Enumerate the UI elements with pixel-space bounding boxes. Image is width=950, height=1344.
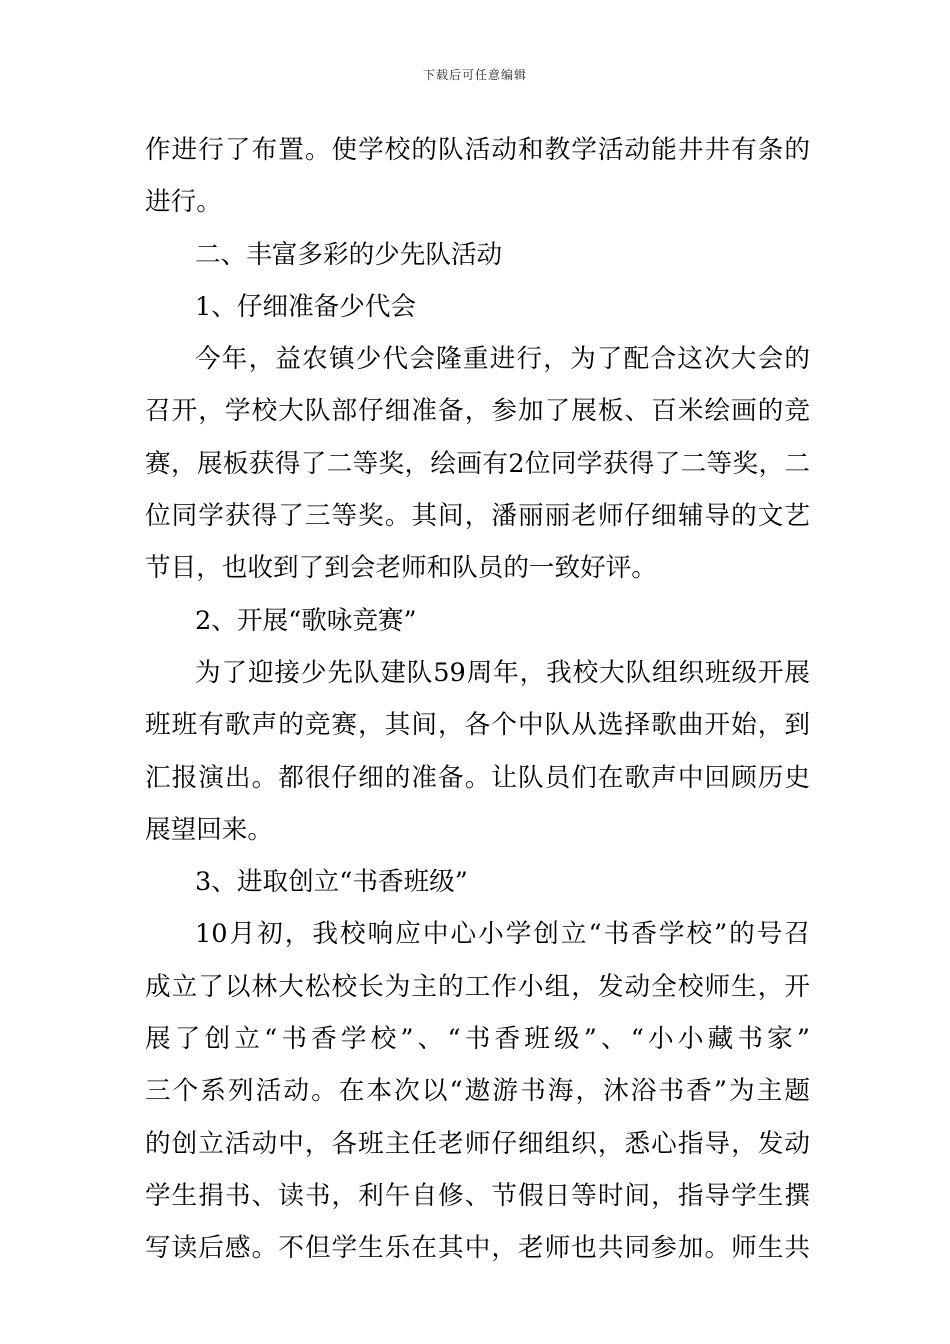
section-heading: 二、丰富多彩的少先队活动 — [195, 239, 503, 270]
page-header-note: 下载后可任意编辑 — [422, 68, 527, 82]
paragraph-line: 三个系列活动。在本次以“遨游书海，沐浴书香”为主题 — [145, 1076, 810, 1107]
paragraph-line: 展了创立“书香学校”、“书香班级”、“小小藏书家” — [145, 1024, 810, 1055]
paragraph-line: 写读后感。不但学生乐在其中，老师也共同参加。师生共 — [145, 1233, 810, 1264]
paragraph-line: 今年，益农镇少代会隆重进行，为了配合这次大会的 — [195, 344, 810, 375]
subsection-heading: 1、仔细准备少代会 — [195, 291, 417, 322]
paragraph-line: 学生捐书、读书，利午自修、节假日等时间，指导学生撰 — [145, 1180, 810, 1211]
paragraph-line: 赛，展板获得了二等奖，绘画有2位同学获得了二等奖，二 — [145, 448, 810, 479]
paragraph-line: 成立了以林大松校长为主的工作小组，发动全校师生，开 — [145, 971, 810, 1002]
paragraph-line: 为了迎接少先队建队59周年，我校大队组织班级开展 — [195, 657, 810, 688]
paragraph-line: 的创立活动中，各班主任老师仔细组织，悉心指导，发动 — [145, 1128, 810, 1159]
paragraph-line: 节目，也收到了到会老师和队员的一致好评。 — [145, 553, 657, 584]
paragraph-line: 展望回来。 — [145, 814, 273, 845]
paragraph-line: 作进行了布置。使学校的队活动和教学活动能井井有条的 — [145, 135, 810, 165]
paragraph-line: 进行。 — [145, 187, 222, 218]
document-body — [145, 124, 810, 1275]
subsection-heading: 3、进取创立“书香班级” — [195, 867, 468, 898]
paragraph-line: 10月初，我校响应中心小学创立“书香学校”的号召 — [195, 919, 810, 950]
paragraph-line: 召开，学校大队部仔细准备，参加了展板、百米绘画的竞 — [145, 396, 810, 427]
paragraph-line: 班班有歌声的竞赛，其间，各个中队从选择歌曲开始，到 — [145, 710, 810, 741]
paragraph-line: 位同学获得了三等奖。其间，潘丽丽老师仔细辅导的文艺 — [145, 501, 810, 532]
paragraph-line: 汇报演出。都很仔细的准备。让队员们在歌声中回顾历史 — [145, 762, 810, 793]
subsection-heading: 2、开展“歌咏竞赛” — [195, 605, 417, 636]
